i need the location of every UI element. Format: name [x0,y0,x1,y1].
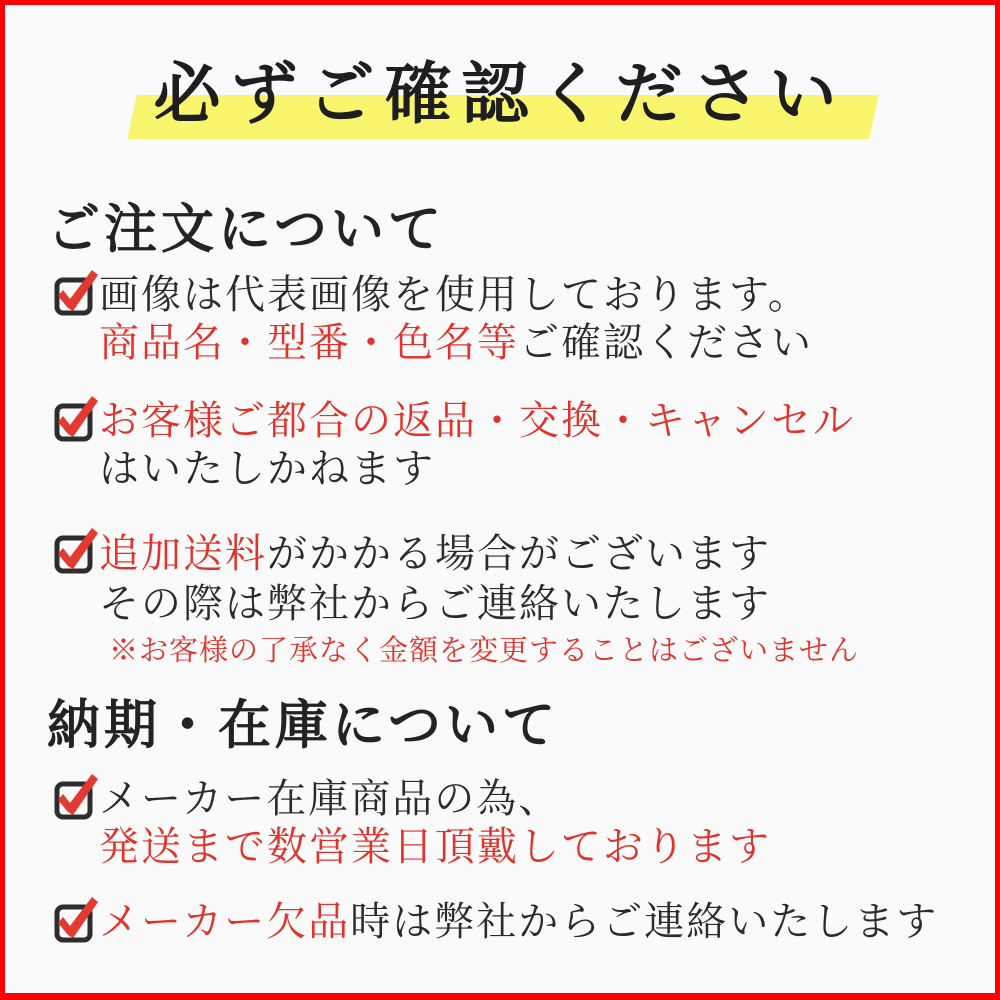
notice-line [99,775,771,823]
notice-line [99,319,813,367]
notice-item-text [99,775,771,871]
notice-item-text [99,898,938,946]
notice-item-representative-image [53,271,813,367]
notice-item-text [99,397,855,493]
notice-text-red: 発送まで数営業日頂戴しております [99,824,771,869]
notice-text-black: メーカー在庫商品の為、 [99,776,561,821]
notice-text-black: 時は弊社からご連絡いたします [350,899,939,944]
notice-text-black: はいたしかねます [99,446,435,491]
checked-checkbox-icon [53,525,99,575]
notice-line [99,529,859,579]
notice-item-text [99,529,859,673]
notice-footnote: ※お客様の了承なく金額を変更することはございません [109,635,860,667]
notice-line [99,898,938,946]
notice-text-black: その際は弊社からご連絡いたします [99,581,771,626]
checked-checkbox-icon [53,393,99,443]
notice-item-extra-shipping [53,529,859,673]
notice-text-red: 追加送料 [99,531,267,576]
notice-text-black: 画像は代表画像を使用しております。 [99,272,810,317]
checked-checkbox-icon [53,267,99,317]
notice-item-returns [53,397,855,493]
notice-line [99,445,855,493]
notice-text-red: 商品名・型番・色名等 [99,320,519,365]
notice-line [99,397,855,445]
section-heading-delivery-stock: 納期・在庫について [47,697,559,755]
notice-text-black: ご確認ください [519,320,813,365]
notice-item-maker-stock [53,775,771,871]
notice-line [99,271,813,319]
section-heading-orders: ご注文について [47,201,445,259]
notice-line [99,823,771,871]
checked-checkbox-icon [53,771,99,821]
page-title: 必ずご確認ください [153,58,847,132]
checked-checkbox-icon [53,894,99,944]
notice-line [99,579,859,629]
notice-text-red: お客様ご都合の返品・交換・キャンセル [99,398,855,443]
notice-text-black: がかかる場合がございます [267,531,771,576]
notice-text-red: メーカー欠品 [99,899,351,944]
notice-item-maker-out-of-stock [53,898,938,946]
notice-item-text [99,271,813,367]
